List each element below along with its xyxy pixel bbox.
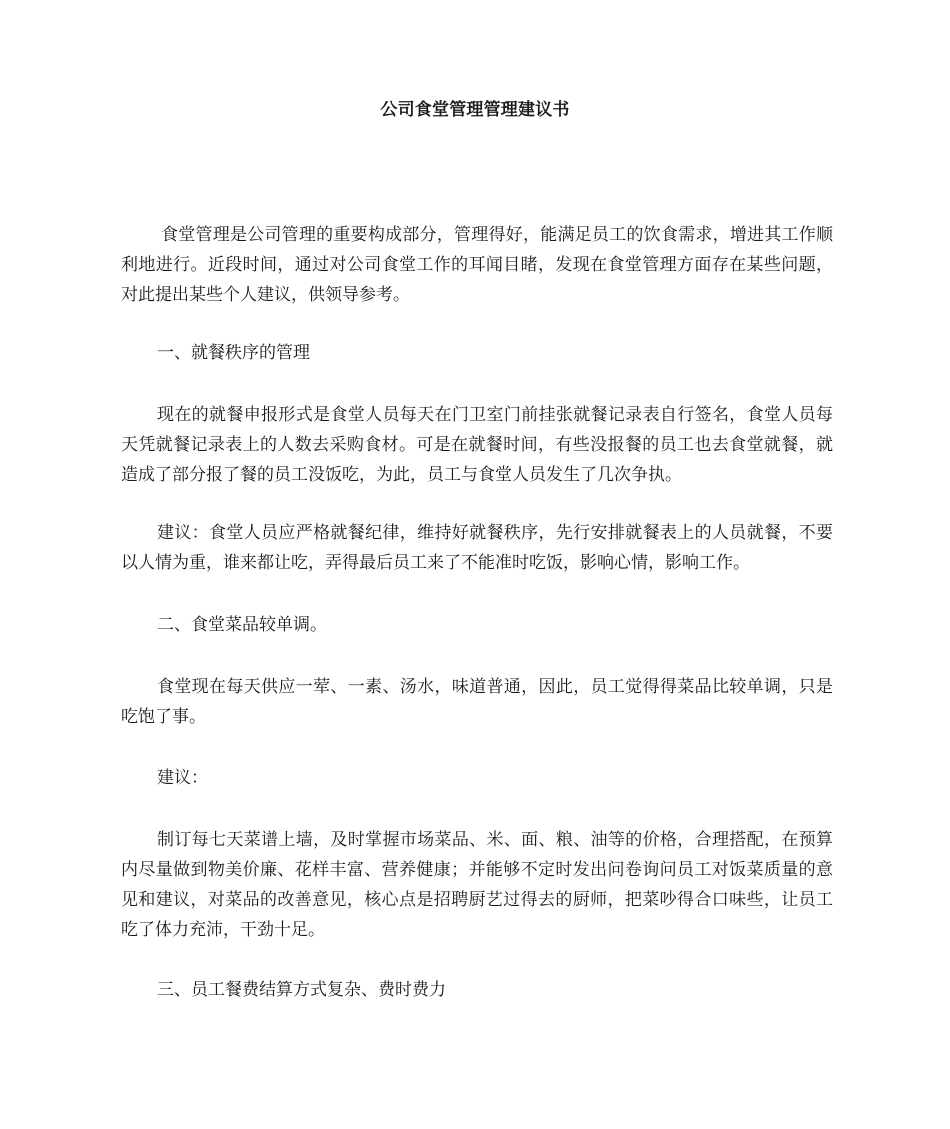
document-title: 公司食堂管理管理建议书 bbox=[380, 100, 570, 120]
section-2-problem-paragraph: 食堂现在每天供应一荤、一素、汤水，味道普通，因此，员工觉得得菜品比较单调，只是吃饱了事。 bbox=[121, 677, 833, 727]
section-1-heading: 一、就餐秩序的管理 bbox=[157, 343, 310, 363]
section-3-heading: 三、员工餐费结算方式复杂、费时费力 bbox=[157, 980, 446, 1000]
section-1-suggestion-paragraph: 建议：食堂人员应严格就餐纪律，维持好就餐秩序，先行安排就餐表上的人员就餐，不要以人情为重，谁来都让吃，弄得最后员工来了不能准时吃饭，影响心情，影响工作。 bbox=[121, 523, 833, 573]
section-2-heading: 二、食堂菜品较单调。 bbox=[157, 615, 327, 635]
section-1-problem-paragraph: 现在的就餐申报形式是食堂人员每天在门卫室门前挂张就餐记录表自行签名，食堂人员每天凭就餐记录表上的人数去采购食材。可是在就餐时间，有些没报餐的员工也去食堂就餐，就造成了部分报了餐的员工没饭吃，为此，员工与食堂人员发生了几次争执。 bbox=[121, 405, 833, 485]
intro-paragraph: 食堂管理是公司管理的重要构成部分，管理得好，能满足员工的饮食需求，增进其工作顺利地进行。近段时间，通过对公司食堂工作的耳闻目睹，发现在食堂管理方面存在某些问题，对此提出某些个人建议，供领导参考。 bbox=[121, 225, 833, 305]
section-2-suggestion-label: 建议： bbox=[157, 768, 208, 788]
section-2-suggestion-paragraph: 制订每七天菜谱上墙，及时掌握市场菜品、米、面、粮、油等的价格，合理搭配，在预算内尽量做到物美价廉、花样丰富、营养健康；并能够不定时发出问卷询问员工对饭菜质量的意见和建议，对菜品的改善意见，核心点是招聘厨艺过得去的厨师，把菜吵得合口味些，让员工吃了体力充沛，干劲十足。 bbox=[121, 830, 833, 940]
